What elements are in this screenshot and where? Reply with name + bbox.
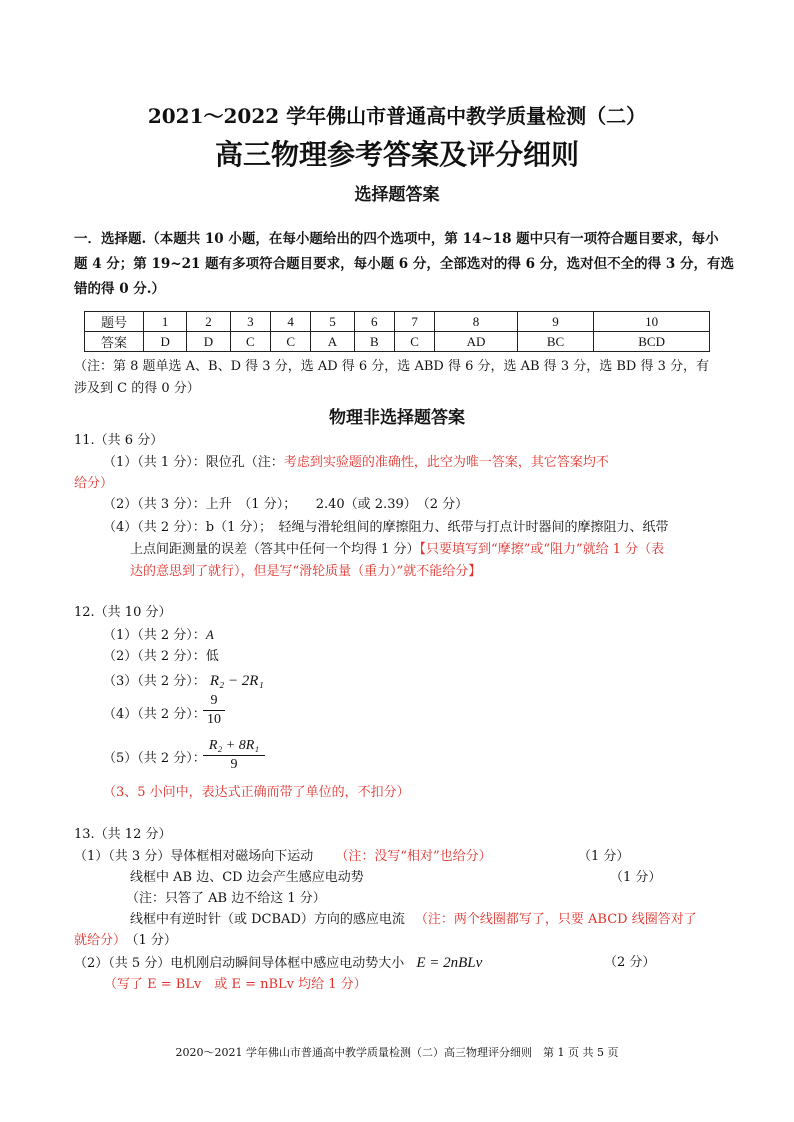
- q13-line1-text: （1）（共 3 分）导体框相对磁场向下运动: [74, 849, 314, 864]
- q11-part4-line2: [130, 540, 664, 560]
- q13-line7-note: （写了 E = BLv 或 E = nBLv 均给 1 分）: [104, 977, 367, 992]
- q13-line4-text: 线框中有逆时针（或 DCBAD）方向的感应电流: [130, 912, 405, 927]
- q11-part4-line1: （4）（共 2 分）：b（1 分）； 轻绳与滑轮组间的摩擦阻力、纸带与打点计时器间的摩擦阻力、纸带: [103, 520, 669, 535]
- exam-title: 2021～2022 学年佛山市普通高中教学质量检测（二）: [147, 104, 647, 128]
- q11-part4-note: 【只要填写到“摩擦”或“阻力”就给 1 分（表: [419, 542, 665, 557]
- table-cell: 9: [517, 312, 594, 332]
- q13-line4-note: （注：两个线圈都写了，只要 ABCD 线圈答对了: [414, 912, 697, 927]
- q13-line6-score: （2 分）: [604, 955, 656, 970]
- table-row-numbers: [85, 312, 710, 332]
- table-cell: D: [187, 332, 230, 352]
- q13-line2: 线框中 AB 边、CD 边会产生感应电动势: [130, 870, 364, 885]
- section-title-nonchoice: 物理非选择题答案: [329, 408, 465, 428]
- q11-part1-note: 考虑到实验题的准确性，此空为唯一答案，其它答案均不: [283, 455, 609, 470]
- table-cell: 1: [144, 312, 187, 332]
- q12-part3-formula: R₂ − 2R₁: [209, 673, 264, 689]
- q13-line1-note: （注：没写“相对”也给分）: [335, 849, 492, 864]
- table-cell: AD: [435, 332, 517, 352]
- q13-line1-score: （1 分）: [578, 849, 630, 864]
- table-cell: C: [270, 332, 310, 352]
- table-cell: BCD: [594, 332, 710, 352]
- q12-heading: 12.（共 10 分）: [74, 605, 172, 620]
- page-footer: 2020～2021 学年佛山市普通高中教学质量检测（二）高三物理评分细则 第 1 页 共 5 页: [175, 1046, 619, 1059]
- table-cell: C: [394, 332, 434, 352]
- table-row-answers: [85, 332, 710, 352]
- q12-part3: [103, 671, 264, 692]
- table-note-line1: （注：第 8 题单选 A、B、D 得 3 分，选 AD 得 6 分，选 ABD 得 6 分，选 AB 得 3 分，选 BD 得 3 分，有: [74, 359, 709, 374]
- table-header-cell: 答案: [85, 332, 144, 352]
- table-cell: D: [144, 332, 187, 352]
- document-title: 高三物理参考答案及评分细则: [214, 138, 579, 171]
- q13-line3: （注：只答了 AB 边不给这 1 分）: [126, 891, 326, 906]
- q11-part1: [103, 453, 609, 473]
- fraction-numerator: R₂ + 8R₁: [203, 738, 265, 756]
- table-cell: 10: [594, 312, 710, 332]
- table-cell: C: [230, 332, 270, 352]
- q12-part5-fraction: [203, 738, 265, 773]
- q11-part4-text: 上点间距测量的误差（答其中任何一个均得 1 分）: [130, 542, 420, 557]
- table-header-cell: 题号: [85, 312, 144, 332]
- table-cell: 5: [311, 312, 354, 332]
- q13-line2-score: （1 分）: [610, 870, 662, 885]
- table-cell: 3: [230, 312, 270, 332]
- fraction-numerator: 9: [203, 693, 225, 711]
- q13-line5-note: 就给分）: [74, 933, 127, 948]
- q12-part1-answer: A: [205, 627, 214, 642]
- table-cell: A: [311, 332, 354, 352]
- q12-part1-label: （1）（共 2 分）：: [103, 628, 206, 643]
- q11-part2: （2）（共 3 分）：上升 （1 分）； 2.40（或 2.39） （2 分）: [103, 497, 469, 512]
- fraction-denominator: 10: [207, 712, 221, 727]
- q13-heading: 13.（共 12 分）: [74, 827, 172, 842]
- q12-part5-label: （5）（共 2 分）：: [103, 751, 206, 766]
- table-cell: 8: [435, 312, 517, 332]
- table-cell: 4: [270, 312, 310, 332]
- table-cell: 7: [394, 312, 434, 332]
- section1-line2: 题 4 分；第 19~21 题有多项符合题目要求，每小题 6 分，全部选对的得 6 分，选对但不全的得 3 分，有选: [74, 256, 734, 272]
- q11-part4-note-cont: 达的意思到了就行），但是写“滑轮质量（重力）”就不能给分】: [130, 564, 482, 579]
- section-title-choice: 选择题答案: [354, 185, 440, 205]
- q12-part4-label: （4）（共 2 分）：: [103, 707, 206, 722]
- q12-part2: （2）（共 2 分）：低: [103, 649, 219, 664]
- fraction-denominator: 9: [230, 757, 238, 772]
- table-cell: 2: [187, 312, 230, 332]
- q13-line4: [130, 910, 697, 930]
- section1-line1: 一．选择题.（本题共 10 小题，在每小题给出的四个选项中，第 14~18 题中只有一项符合题目要求，每小: [74, 231, 719, 247]
- q13-line6: [74, 953, 482, 974]
- q13-line5-score: （1 分）: [132, 933, 177, 948]
- q12-part1: [103, 625, 214, 646]
- q12-part3-label: （3）（共 2 分）：: [103, 674, 206, 689]
- q11-part1-note-cont: 给分）: [74, 476, 114, 491]
- q13-line1: [74, 847, 492, 867]
- answer-table: [84, 311, 710, 352]
- table-cell: BC: [517, 332, 594, 352]
- q12-part4-fraction: [203, 693, 225, 728]
- q11-part1-text: （1）（共 1 分）：限位孔（注：: [103, 455, 284, 470]
- table-cell: B: [354, 332, 394, 352]
- q13-line6-text: （2）（共 5 分）电机刚启动瞬间导体框中感应电动势大小: [74, 956, 405, 971]
- q11-heading: 11.（共 6 分）: [74, 433, 164, 448]
- section1-line3: 错的得 0 分.）: [74, 281, 165, 297]
- q13-line6-formula: E = 2nBLv: [416, 955, 483, 971]
- q12-note: （3、5 小问中，表达式正确而带了单位的，不扣分）: [103, 785, 410, 800]
- table-note-line2: 涉及到 C 的得 0 分）: [74, 381, 200, 396]
- table-cell: 6: [354, 312, 394, 332]
- q13-line5: [74, 931, 177, 951]
